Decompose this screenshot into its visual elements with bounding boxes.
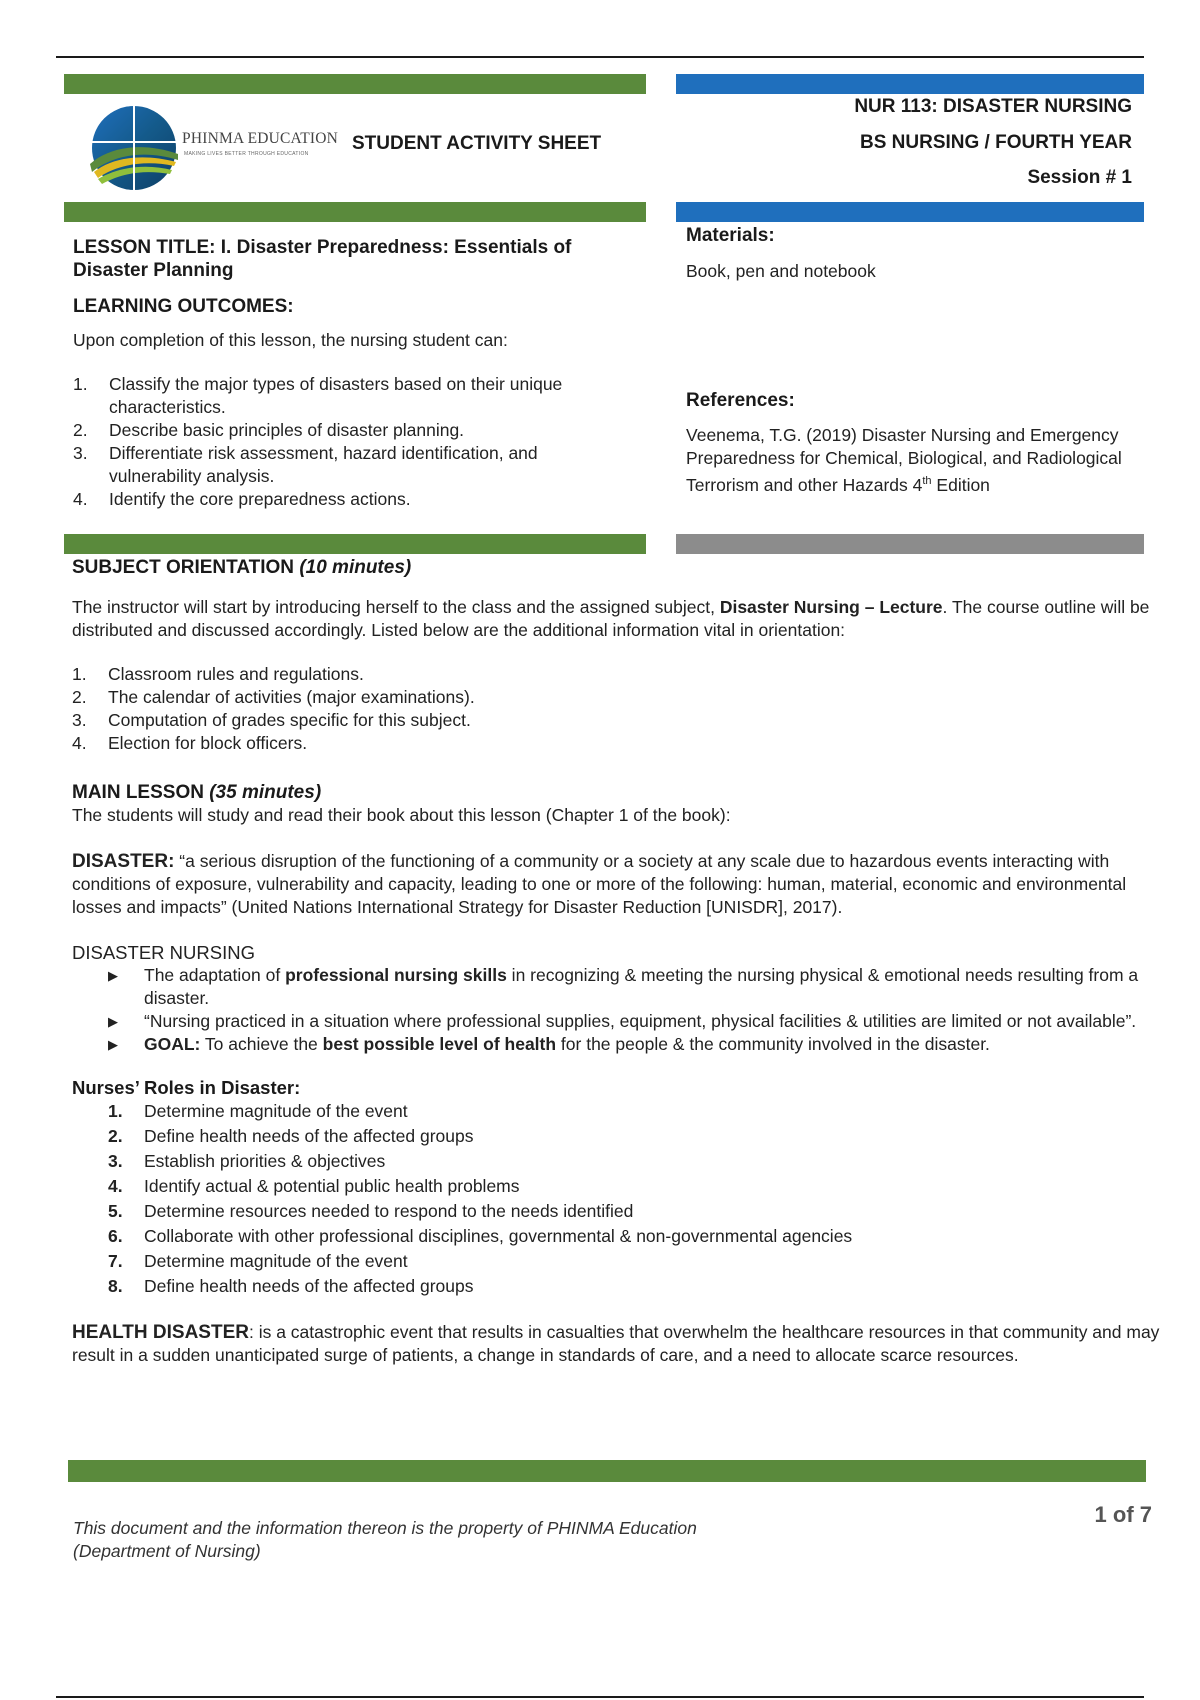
list-item: ▶ “Nursing practiced in a situation where professional supplies, equipment, physical facilities & utilities are limited or not available”. (108, 1011, 1137, 1031)
orientation-section (72, 556, 1162, 755)
list-item: ▶ GOAL: To achieve the best possible level of health for the people & the community involved in the disaster. (108, 1034, 990, 1054)
materials-heading: Materials: (686, 225, 775, 246)
logo-tagline: MAKING LIVES BETTER THROUGH EDUCATION (184, 151, 309, 157)
nurses-roles-heading: Nurses’ Roles in Disaster: (72, 1077, 301, 1098)
learning-outcomes-heading: LEARNING OUTCOMES: (73, 296, 294, 317)
disaster-definition: DISASTER: “a serious disruption of the functioning of a community or a society at any scale due to hazardous events interacting with conditions of exposure, vulnerability and capacity, leading to one or more of the following: human, material, economic and environmental losses and impacts” (United Nations International Strategy for Disaster Reduction [UNISDR], 2017). (72, 851, 1127, 917)
footer-bar (68, 1460, 1146, 1482)
lesson-title: LESSON TITLE: I. Disaster Preparedness: Essentials of Disaster Planning (73, 237, 572, 281)
section-bar-right (676, 534, 1144, 554)
list-item: 1. Classroom rules and regulations. (72, 664, 364, 684)
outcomes-list (73, 373, 633, 511)
health-disaster-definition: HEALTH DISASTER: is a catastrophic event that results in casualties that overwhelm the healthcare resources in that community and may result in a sudden unanticipated surge of patients, a change in standards of care, and a need to allocate scarce resources. (72, 1322, 1160, 1365)
top-rule (56, 56, 1144, 58)
list-item: 2. Describe basic principles of disaster planning. (73, 420, 465, 440)
list-item: 3. Differentiate risk assessment, hazard identification, and vulnerability analysis. (73, 443, 538, 486)
list-item: 1. Classify the major types of disasters based on their unique characteristics. (73, 374, 563, 417)
outcomes-intro: Upon completion of this lesson, the nursing student can: (73, 330, 508, 350)
bullet-arrow-icon: ▶ (108, 1037, 118, 1052)
phinma-logo (84, 102, 180, 198)
list-item: 4. Identify the core preparedness actions. (73, 489, 411, 509)
list-item: 5. Determine resources needed to respond to the needs identified (108, 1201, 634, 1221)
references-section (686, 389, 1136, 497)
list-item: 8. Define health needs of the affected groups (108, 1276, 474, 1296)
session-number: Session # 1 (1027, 167, 1132, 188)
bullet-arrow-icon: ▶ (108, 968, 118, 983)
phinma-globe-icon (84, 102, 180, 198)
lesson-section (73, 236, 633, 511)
main-lesson-intro: The students will study and read their book about this lesson (Chapter 1 of the book): (72, 805, 731, 825)
bottom-rule (56, 1696, 1144, 1698)
materials-text: Book, pen and notebook (686, 261, 876, 281)
disaster-nursing-heading: DISASTER NURSING (72, 942, 255, 963)
references-heading: References: (686, 390, 795, 411)
list-item: 1. Determine magnitude of the event (108, 1101, 408, 1121)
header-bar-left-top (64, 74, 646, 94)
materials-section (686, 224, 1136, 283)
orientation-heading: SUBJECT ORIENTATION (10 minutes) (72, 557, 412, 578)
disaster-nursing-list (108, 964, 1162, 1056)
header-bar-left-bottom (64, 202, 646, 222)
list-item: 4. Election for block officers. (72, 733, 308, 753)
list-item: 3. Computation of grades specific for this subject. (72, 710, 471, 730)
list-item: 4. Identify actual & potential public health problems (108, 1176, 520, 1196)
list-item: ▶ The adaptation of professional nursing skills in recognizing & meeting the nursing physical & emotional needs resulting from a disaster. (108, 965, 1139, 1008)
bullet-arrow-icon: ▶ (108, 1014, 118, 1029)
logo-wordmark: PHINMA EDUCATION (182, 130, 339, 147)
nurses-roles-list (108, 1099, 1162, 1299)
list-item: 7. Determine magnitude of the event (108, 1251, 408, 1271)
header-bar-right-top (676, 74, 1144, 94)
orientation-list (72, 663, 1162, 755)
orientation-paragraph: The instructor will start by introducing herself to the class and the assigned subject, Disaster Nursing – Lecture. The course outline will be distributed and discussed accordingly. Listed below are the additional information vital in orientation: (72, 597, 1150, 640)
list-item: 3. Establish priorities & objectives (108, 1151, 386, 1171)
page-number: 1 of 7 (1094, 1502, 1152, 1527)
reference-citation: Veenema, T.G. (2019) Disaster Nursing and Emergency Preparedness for Chemical, Biological, and Radiological Terrorism and other Hazards 4th Edition (686, 425, 1122, 495)
footer-disclaimer: This document and the information thereon is the property of PHINMA Education (Department of Nursing) (73, 1518, 697, 1561)
main-lesson-heading: MAIN LESSON (35 minutes) (72, 782, 322, 803)
section-bar-left (64, 534, 646, 554)
header-bar-right-bottom (676, 202, 1144, 222)
main-lesson-section (72, 781, 1162, 1367)
sheet-title: STUDENT ACTIVITY SHEET (352, 133, 602, 154)
list-item: 2. The calendar of activities (major examinations). (72, 687, 475, 707)
program-year: BS NURSING / FOURTH YEAR (859, 132, 1132, 153)
list-item: 6. Collaborate with other professional disciplines, governmental & non-governmental agencies (108, 1226, 853, 1246)
list-item: 2. Define health needs of the affected groups (108, 1126, 474, 1146)
course-code: NUR 113: DISASTER NURSING (854, 96, 1132, 117)
